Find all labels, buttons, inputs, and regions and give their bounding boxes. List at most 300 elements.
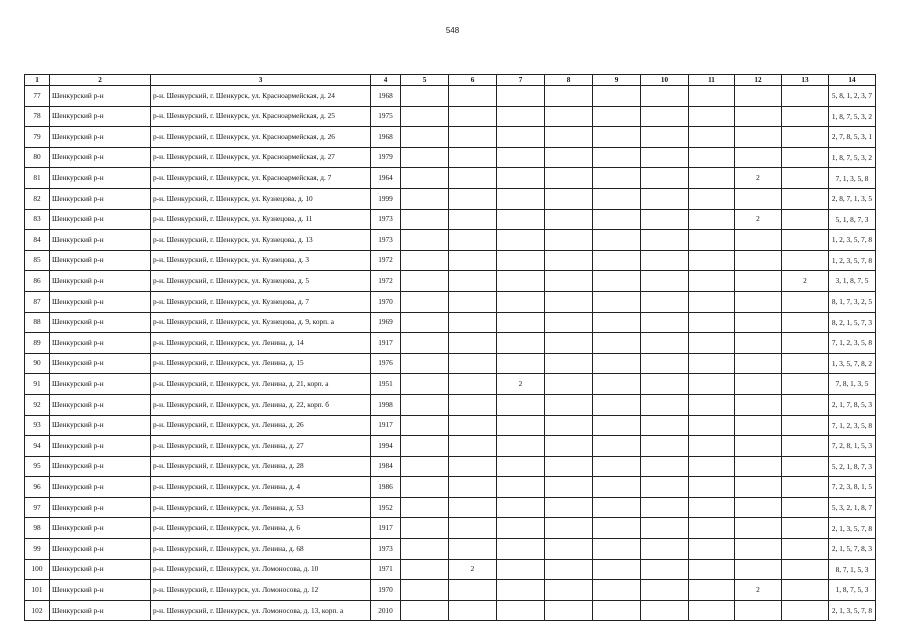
col8-cell: [545, 580, 593, 601]
col12-cell: [735, 518, 782, 539]
col12-cell: [735, 127, 782, 148]
district-cell: Шенкурский р-н: [50, 86, 151, 107]
col13-cell: [782, 250, 829, 271]
col6-cell: [449, 291, 497, 312]
col9-cell: [593, 518, 641, 539]
district-cell: Шенкурский р-н: [50, 456, 151, 477]
col13-cell: [782, 394, 829, 415]
col6-cell: [449, 209, 497, 230]
col12-cell: [735, 106, 782, 127]
col7-cell: [497, 456, 545, 477]
district-cell: Шенкурский р-н: [50, 559, 151, 580]
table-row: [25, 415, 876, 436]
address-cell: р-н. Шенкурский, г. Шенкурск, ул. Ленина, д. 4: [151, 477, 371, 498]
col9-cell: [593, 209, 641, 230]
col10-cell: [641, 600, 689, 621]
table-row: [25, 168, 876, 189]
col7-cell: [497, 394, 545, 415]
col12-cell: [735, 86, 782, 107]
col10-cell: [641, 291, 689, 312]
col14-cell: 7, 1, 2, 3, 5, 8: [829, 333, 876, 354]
row-number-cell: 78: [25, 106, 50, 127]
col8-cell: [545, 209, 593, 230]
row-number-cell: 82: [25, 188, 50, 209]
col12-cell: [735, 415, 782, 436]
col11-cell: [689, 539, 735, 560]
col5-cell: [401, 539, 449, 560]
col13-cell: [782, 168, 829, 189]
address-cell: р-н. Шенкурский, г. Шенкурск, ул. Кузнецова, д. 9, корп. а: [151, 312, 371, 333]
col14-cell: 2, 1, 3, 5, 7, 8: [829, 600, 876, 621]
col14-cell: 7, 1, 2, 3, 5, 8: [829, 415, 876, 436]
col7-cell: [497, 518, 545, 539]
col13-cell: [782, 209, 829, 230]
col13-cell: [782, 147, 829, 168]
col5-cell: [401, 353, 449, 374]
col7-cell: [497, 559, 545, 580]
district-cell: Шенкурский р-н: [50, 106, 151, 127]
year-cell: 1975: [371, 106, 401, 127]
column-header-9: 9: [593, 75, 641, 86]
col11-cell: [689, 209, 735, 230]
row-number-cell: 99: [25, 539, 50, 560]
address-cell: р-н. Шенкурский, г. Шенкурск, ул. Ленина, д. 68: [151, 539, 371, 560]
col8-cell: [545, 353, 593, 374]
register-table: [24, 74, 876, 621]
row-number-cell: 98: [25, 518, 50, 539]
col12-cell: [735, 600, 782, 621]
col13-cell: [782, 497, 829, 518]
col13-cell: [782, 86, 829, 107]
col5-cell: [401, 312, 449, 333]
col11-cell: [689, 456, 735, 477]
col8-cell: [545, 539, 593, 560]
col10-cell: [641, 106, 689, 127]
col10-cell: [641, 86, 689, 107]
col12-cell: [735, 559, 782, 580]
col10-cell: [641, 374, 689, 395]
district-cell: Шенкурский р-н: [50, 353, 151, 374]
col6-cell: [449, 106, 497, 127]
col8-cell: [545, 127, 593, 148]
row-number-cell: 87: [25, 291, 50, 312]
col9-cell: [593, 353, 641, 374]
col14-cell: 1, 8, 7, 5, 3: [829, 580, 876, 601]
row-number-cell: 96: [25, 477, 50, 498]
district-cell: Шенкурский р-н: [50, 188, 151, 209]
col11-cell: [689, 477, 735, 498]
column-header-6: 6: [449, 75, 497, 86]
col10-cell: [641, 333, 689, 354]
address-cell: р-н. Шенкурский, г. Шенкурск, ул. Кузнецова, д. 5: [151, 271, 371, 292]
col14-cell: 7, 1, 3, 5, 8: [829, 168, 876, 189]
year-cell: 1964: [371, 168, 401, 189]
col6-cell: [449, 86, 497, 107]
col10-cell: [641, 127, 689, 148]
year-cell: 1917: [371, 333, 401, 354]
district-cell: Шенкурский р-н: [50, 394, 151, 415]
table-row: [25, 600, 876, 621]
address-cell: р-н. Шенкурский, г. Шенкурск, ул. Красноармейская, д. 24: [151, 86, 371, 107]
year-cell: 1969: [371, 312, 401, 333]
row-number-cell: 83: [25, 209, 50, 230]
col9-cell: [593, 312, 641, 333]
col5-cell: [401, 394, 449, 415]
district-cell: Шенкурский р-н: [50, 600, 151, 621]
col11-cell: [689, 168, 735, 189]
col8-cell: [545, 497, 593, 518]
col10-cell: [641, 209, 689, 230]
col6-cell: [449, 374, 497, 395]
address-cell: р-н. Шенкурский, г. Шенкурск, ул. Кузнецова, д. 11: [151, 209, 371, 230]
col10-cell: [641, 147, 689, 168]
col14-cell: 5, 3, 2, 1, 8, 7: [829, 497, 876, 518]
col8-cell: [545, 168, 593, 189]
col13-cell: [782, 477, 829, 498]
table-row: [25, 106, 876, 127]
col5-cell: [401, 106, 449, 127]
table-row: [25, 188, 876, 209]
col6-cell: [449, 497, 497, 518]
district-cell: Шенкурский р-н: [50, 436, 151, 457]
col11-cell: [689, 436, 735, 457]
col12-cell: [735, 147, 782, 168]
row-number-cell: 86: [25, 271, 50, 292]
col14-cell: 3, 1, 8, 7, 5: [829, 271, 876, 292]
col7-cell: [497, 168, 545, 189]
col11-cell: [689, 127, 735, 148]
col10-cell: [641, 188, 689, 209]
col10-cell: [641, 477, 689, 498]
col12-cell: [735, 394, 782, 415]
col12-cell: [735, 312, 782, 333]
col12-cell: [735, 497, 782, 518]
district-cell: Шенкурский р-н: [50, 497, 151, 518]
district-cell: Шенкурский р-н: [50, 209, 151, 230]
col7-cell: [497, 291, 545, 312]
table-row: [25, 250, 876, 271]
col11-cell: [689, 271, 735, 292]
col7-cell: [497, 86, 545, 107]
col13-cell: [782, 353, 829, 374]
year-cell: 2010: [371, 600, 401, 621]
col7-cell: [497, 436, 545, 457]
col7-cell: [497, 477, 545, 498]
col5-cell: [401, 374, 449, 395]
col9-cell: [593, 188, 641, 209]
col7-cell: 2: [497, 374, 545, 395]
col6-cell: [449, 456, 497, 477]
col10-cell: [641, 436, 689, 457]
col5-cell: [401, 147, 449, 168]
col7-cell: [497, 271, 545, 292]
col13-cell: [782, 456, 829, 477]
column-header-10: 10: [641, 75, 689, 86]
col9-cell: [593, 147, 641, 168]
col13-cell: [782, 580, 829, 601]
col7-cell: [497, 147, 545, 168]
col5-cell: [401, 291, 449, 312]
table-row: [25, 374, 876, 395]
col11-cell: [689, 291, 735, 312]
year-cell: 1998: [371, 394, 401, 415]
table-row: [25, 394, 876, 415]
col9-cell: [593, 106, 641, 127]
row-number-cell: 89: [25, 333, 50, 354]
table-row: [25, 559, 876, 580]
col14-cell: 8, 2, 1, 5, 7, 3: [829, 312, 876, 333]
year-cell: 1968: [371, 127, 401, 148]
col11-cell: [689, 394, 735, 415]
col8-cell: [545, 147, 593, 168]
col7-cell: [497, 497, 545, 518]
address-cell: р-н. Шенкурский, г. Шенкурск, ул. Ломоносова, д. 13, корп. а: [151, 600, 371, 621]
col11-cell: [689, 106, 735, 127]
col5-cell: [401, 477, 449, 498]
row-number-cell: 90: [25, 353, 50, 374]
col14-cell: 1, 2, 3, 5, 7, 8: [829, 250, 876, 271]
col11-cell: [689, 497, 735, 518]
col14-cell: 8, 1, 7, 3, 2, 5: [829, 291, 876, 312]
col11-cell: [689, 353, 735, 374]
row-number-cell: 102: [25, 600, 50, 621]
col12-cell: [735, 436, 782, 457]
col6-cell: [449, 250, 497, 271]
col6-cell: [449, 477, 497, 498]
col5-cell: [401, 188, 449, 209]
col5-cell: [401, 436, 449, 457]
col9-cell: [593, 374, 641, 395]
col7-cell: [497, 106, 545, 127]
col11-cell: [689, 518, 735, 539]
col11-cell: [689, 250, 735, 271]
col14-cell: 1, 3, 5, 7, 8, 2: [829, 353, 876, 374]
col11-cell: [689, 333, 735, 354]
year-cell: 1973: [371, 230, 401, 251]
col8-cell: [545, 559, 593, 580]
col9-cell: [593, 456, 641, 477]
col11-cell: [689, 230, 735, 251]
col7-cell: [497, 250, 545, 271]
row-number-cell: 84: [25, 230, 50, 251]
col12-cell: [735, 353, 782, 374]
column-header-8: 8: [545, 75, 593, 86]
col6-cell: [449, 147, 497, 168]
col14-cell: 5, 1, 8, 7, 3: [829, 209, 876, 230]
col5-cell: [401, 250, 449, 271]
col5-cell: [401, 127, 449, 148]
table-row: [25, 518, 876, 539]
col9-cell: [593, 539, 641, 560]
year-cell: 1951: [371, 374, 401, 395]
address-cell: р-н. Шенкурский, г. Шенкурск, ул. Ломоносова, д. 12: [151, 580, 371, 601]
address-cell: р-н. Шенкурский, г. Шенкурск, ул. Красноармейская, д. 27: [151, 147, 371, 168]
col7-cell: [497, 230, 545, 251]
district-cell: Шенкурский р-н: [50, 477, 151, 498]
district-cell: Шенкурский р-н: [50, 271, 151, 292]
col7-cell: [497, 188, 545, 209]
page-number: 548: [445, 26, 460, 35]
row-number-cell: 97: [25, 497, 50, 518]
address-cell: р-н. Шенкурский, г. Шенкурск, ул. Красноармейская, д. 25: [151, 106, 371, 127]
col8-cell: [545, 477, 593, 498]
col8-cell: [545, 250, 593, 271]
year-cell: 1999: [371, 188, 401, 209]
col13-cell: 2: [782, 271, 829, 292]
col5-cell: [401, 168, 449, 189]
col8-cell: [545, 188, 593, 209]
column-header-13: 13: [782, 75, 829, 86]
col6-cell: 2: [449, 559, 497, 580]
district-cell: Шенкурский р-н: [50, 168, 151, 189]
col14-cell: 8, 7, 1, 5, 3: [829, 559, 876, 580]
column-header-4: 4: [371, 75, 401, 86]
district-cell: Шенкурский р-н: [50, 374, 151, 395]
address-cell: р-н. Шенкурский, г. Шенкурск, ул. Ленина, д. 27: [151, 436, 371, 457]
col6-cell: [449, 312, 497, 333]
col10-cell: [641, 580, 689, 601]
col11-cell: [689, 86, 735, 107]
address-cell: р-н. Шенкурский, г. Шенкурск, ул. Ленина, д. 6: [151, 518, 371, 539]
col10-cell: [641, 312, 689, 333]
table-row: [25, 86, 876, 107]
col7-cell: [497, 539, 545, 560]
col5-cell: [401, 271, 449, 292]
district-cell: Шенкурский р-н: [50, 250, 151, 271]
col12-cell: 2: [735, 209, 782, 230]
col6-cell: [449, 333, 497, 354]
year-cell: 1976: [371, 353, 401, 374]
table-row: [25, 312, 876, 333]
col8-cell: [545, 394, 593, 415]
col6-cell: [449, 580, 497, 601]
col5-cell: [401, 333, 449, 354]
col14-cell: 7, 8, 1, 3, 5: [829, 374, 876, 395]
address-cell: р-н. Шенкурский, г. Шенкурск, ул. Ленина, д. 22, корп. б: [151, 394, 371, 415]
col14-cell: 5, 8, 1, 2, 3, 7: [829, 86, 876, 107]
col5-cell: [401, 209, 449, 230]
col10-cell: [641, 250, 689, 271]
col14-cell: 2, 1, 7, 8, 5, 3: [829, 394, 876, 415]
col8-cell: [545, 333, 593, 354]
year-cell: 1971: [371, 559, 401, 580]
col11-cell: [689, 147, 735, 168]
col12-cell: [735, 230, 782, 251]
col6-cell: [449, 415, 497, 436]
address-cell: р-н. Шенкурский, г. Шенкурск, ул. Ленина, д. 26: [151, 415, 371, 436]
col9-cell: [593, 580, 641, 601]
table-row: [25, 539, 876, 560]
year-cell: 1972: [371, 271, 401, 292]
year-cell: 1972: [371, 250, 401, 271]
address-cell: р-н. Шенкурский, г. Шенкурск, ул. Ломоносова, д. 10: [151, 559, 371, 580]
address-cell: р-н. Шенкурский, г. Шенкурск, ул. Кузнецова, д. 10: [151, 188, 371, 209]
col6-cell: [449, 600, 497, 621]
col13-cell: [782, 374, 829, 395]
col10-cell: [641, 456, 689, 477]
col12-cell: [735, 333, 782, 354]
address-cell: р-н. Шенкурский, г. Шенкурск, ул. Ленина, д. 14: [151, 333, 371, 354]
col8-cell: [545, 436, 593, 457]
col6-cell: [449, 518, 497, 539]
col13-cell: [782, 333, 829, 354]
col13-cell: [782, 518, 829, 539]
col6-cell: [449, 539, 497, 560]
col12-cell: [735, 539, 782, 560]
col14-cell: 2, 7, 8, 5, 3, 1: [829, 127, 876, 148]
district-cell: Шенкурский р-н: [50, 580, 151, 601]
year-cell: 1979: [371, 147, 401, 168]
col13-cell: [782, 436, 829, 457]
col6-cell: [449, 188, 497, 209]
col9-cell: [593, 436, 641, 457]
year-cell: 1917: [371, 518, 401, 539]
col13-cell: [782, 127, 829, 148]
col7-cell: [497, 312, 545, 333]
col11-cell: [689, 415, 735, 436]
col7-cell: [497, 333, 545, 354]
col9-cell: [593, 333, 641, 354]
table-row: [25, 353, 876, 374]
col7-cell: [497, 127, 545, 148]
col10-cell: [641, 394, 689, 415]
col10-cell: [641, 539, 689, 560]
col8-cell: [545, 86, 593, 107]
address-cell: р-н. Шенкурский, г. Шенкурск, ул. Красноармейская, д. 26: [151, 127, 371, 148]
row-number-cell: 91: [25, 374, 50, 395]
col12-cell: [735, 477, 782, 498]
col14-cell: 2, 1, 3, 5, 7, 8: [829, 518, 876, 539]
row-number-cell: 85: [25, 250, 50, 271]
col8-cell: [545, 456, 593, 477]
col11-cell: [689, 374, 735, 395]
district-cell: Шенкурский р-н: [50, 333, 151, 354]
col11-cell: [689, 580, 735, 601]
col11-cell: [689, 559, 735, 580]
col10-cell: [641, 230, 689, 251]
col8-cell: [545, 600, 593, 621]
col8-cell: [545, 415, 593, 436]
column-header-12: 12: [735, 75, 782, 86]
col6-cell: [449, 353, 497, 374]
col12-cell: [735, 374, 782, 395]
col5-cell: [401, 415, 449, 436]
col9-cell: [593, 230, 641, 251]
col14-cell: 7, 2, 8, 1, 5, 3: [829, 436, 876, 457]
table-row: [25, 291, 876, 312]
district-cell: Шенкурский р-н: [50, 312, 151, 333]
col10-cell: [641, 271, 689, 292]
col5-cell: [401, 559, 449, 580]
col6-cell: [449, 394, 497, 415]
row-number-cell: 80: [25, 147, 50, 168]
column-header-3: 3: [151, 75, 371, 86]
header-row: [25, 75, 876, 86]
district-cell: Шенкурский р-н: [50, 127, 151, 148]
row-number-cell: 94: [25, 436, 50, 457]
address-cell: р-н. Шенкурский, г. Шенкурск, ул. Ленина, д. 28: [151, 456, 371, 477]
col13-cell: [782, 559, 829, 580]
year-cell: 1917: [371, 415, 401, 436]
col9-cell: [593, 271, 641, 292]
col9-cell: [593, 394, 641, 415]
col5-cell: [401, 518, 449, 539]
col12-cell: 2: [735, 580, 782, 601]
col5-cell: [401, 86, 449, 107]
col14-cell: 1, 2, 3, 5, 7, 8: [829, 230, 876, 251]
col8-cell: [545, 291, 593, 312]
col9-cell: [593, 127, 641, 148]
